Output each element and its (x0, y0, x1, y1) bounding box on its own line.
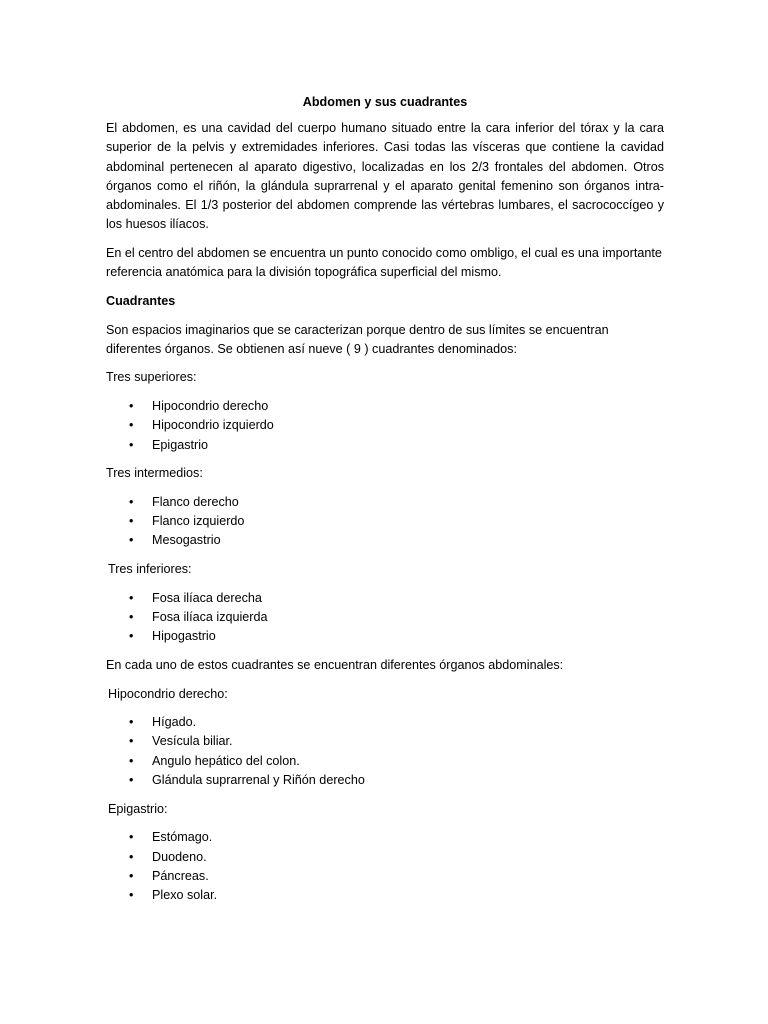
list-item: • Duodeno. (106, 848, 664, 867)
list-item: • Flanco izquierdo (106, 512, 664, 531)
list-item: • Epigastrio (106, 436, 664, 455)
cuadrantes-paragraph: Son espacios imaginarios que se caracterizan porque dentro de sus límites se encuentran diferentes órganos. Se obtienen así nueve ( 9 ) cuadrantes denominados: (106, 322, 609, 356)
tres-superiores-list (106, 397, 664, 455)
tres-inferiores-list (106, 589, 664, 647)
bullet-icon: • (129, 715, 134, 730)
bullet-icon: • (129, 533, 134, 548)
hipocondrio-derecho-label: Hipocondrio derecho: (108, 686, 228, 701)
section-heading-cuadrantes: Cuadrantes (106, 293, 176, 308)
list-item: • Hígado. (106, 713, 664, 732)
organos-paragraph: En cada uno de estos cuadrantes se encuentran diferentes órganos abdominales: (106, 657, 564, 672)
list-item: • Flanco derecho (106, 493, 664, 512)
list-item: • Hipocondrio derecho (106, 397, 664, 416)
tres-superiores-label: Tres superiores: (106, 370, 197, 385)
list-item: • Estómago. (106, 828, 664, 847)
bullet-icon: • (129, 772, 134, 787)
bullet-icon: • (129, 609, 134, 624)
tres-inferiores-label: Tres inferiores: (108, 562, 192, 577)
list-item: • Mesogastrio (106, 531, 664, 550)
tres-intermedios-list (106, 493, 664, 551)
document-title: Abdomen y sus cuadrantes (302, 95, 468, 109)
list-item: • Plexo solar. (106, 886, 664, 905)
list-item: • Glándula suprarrenal y Riñón derecho (106, 771, 664, 790)
list-item: • Angulo hepático del colon. (106, 752, 664, 771)
bullet-icon: • (129, 418, 134, 433)
list-item: • Hipocondrio izquierdo (106, 416, 664, 435)
bullet-icon: • (129, 887, 134, 902)
list-item: • Páncreas. (106, 867, 664, 886)
hipocondrio-derecho-list (106, 713, 664, 790)
bullet-icon: • (129, 753, 134, 768)
list-item: • Vesícula biliar. (106, 732, 664, 751)
bullet-icon: • (129, 399, 134, 414)
epigastrio-list (106, 828, 664, 905)
bullet-icon: • (129, 514, 134, 529)
list-item: • Fosa ilíaca derecha (106, 589, 664, 608)
bullet-icon: • (129, 830, 134, 845)
bullet-icon: • (129, 590, 134, 605)
bullet-icon: • (129, 849, 134, 864)
bullet-icon: • (129, 629, 134, 644)
bullet-icon: • (129, 494, 134, 509)
intro-paragraph: El abdomen, es una cavidad del cuerpo humano situado entre la cara inferior del tórax y la cara superior de la pelvis y extremidades inferiores. Casi todas las vísceras que contiene la cavidad abdominal pertenecen al aparato digestivo, localizadas en los 2/3 frontales del abdomen. Otros órganos como el riñón, la glándula suprarrenal y el aparato genital femenino son órganos intra-abdominales. El 1/3 posterior del abdomen comprende las vértebras lumbares, el sacrococcígeo y los huesos ilíacos. (106, 121, 664, 232)
list-item: • Hipogastrio (106, 627, 664, 646)
bullet-icon: • (129, 437, 134, 452)
bullet-icon: • (129, 734, 134, 749)
epigastrio-label: Epigastrio: (108, 801, 168, 816)
bullet-icon: • (129, 868, 134, 883)
list-item: • Fosa ilíaca izquierda (106, 608, 664, 627)
tres-intermedios-label: Tres intermedios: (106, 466, 203, 481)
ombligo-paragraph: En el centro del abdomen se encuentra un punto conocido como ombligo, el cual es una importante referencia anatómica para la división topográfica superficial del mismo. (106, 245, 662, 280)
